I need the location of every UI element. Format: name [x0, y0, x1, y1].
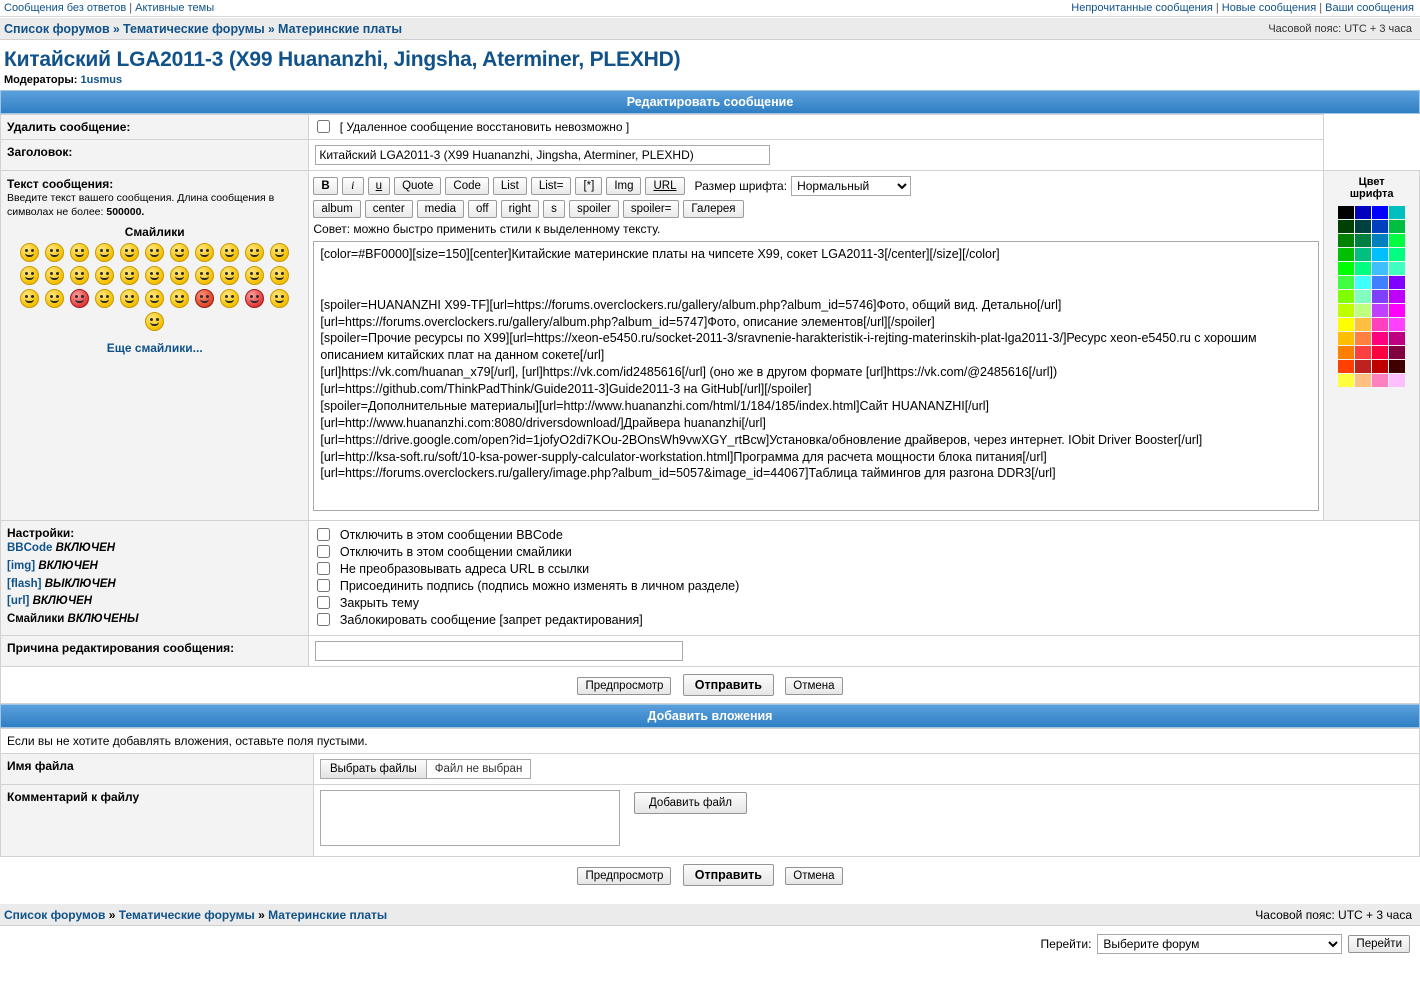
subject-label: Заголовок: — [7, 145, 73, 159]
color-swatch[interactable] — [1372, 206, 1388, 219]
color-swatch[interactable] — [1372, 304, 1388, 317]
file-comment-textarea[interactable] — [320, 790, 620, 846]
message-textarea[interactable] — [313, 241, 1319, 511]
filename-label-cell — [1, 754, 314, 785]
color-swatch[interactable] — [1338, 346, 1354, 359]
filename-value-cell — [314, 754, 1420, 785]
settings-key: [flash] — [7, 577, 42, 590]
breadcrumb-items — [4, 22, 402, 36]
bbcode-italic-button[interactable]: i — [342, 177, 364, 195]
form-actions-bottom — [0, 857, 1420, 893]
option-label: Не преобразовывать адреса URL в ссылки — [339, 562, 590, 576]
smiley-icon-red[interactable] — [245, 289, 264, 308]
message-textarea-wrap — [313, 241, 1319, 514]
bbcode-center-button[interactable]: center — [365, 200, 413, 218]
more-smilies-link-wrap — [7, 341, 302, 355]
attachments-note: Если вы не хотите добавлять вложения, оставьте поля пустыми. — [1, 729, 1420, 754]
smiley-icon[interactable] — [145, 312, 164, 331]
footer-breadcrumb-item-thematic-forums[interactable]: Тематические форумы — [118, 907, 255, 922]
color-swatch[interactable] — [1338, 332, 1354, 345]
delete-post-note: [ Удаленное сообщение восстановить невозможно ] — [339, 120, 630, 134]
color-swatch[interactable] — [1389, 346, 1405, 359]
color-swatch[interactable] — [1372, 290, 1388, 303]
color-swatch[interactable] — [1338, 304, 1354, 317]
color-swatch[interactable] — [1338, 262, 1354, 275]
settings-label: Настройки: — [7, 526, 75, 540]
footer-timezone-label: Часовой пояс: UTC + 3 часа — [1255, 907, 1412, 922]
smiley-icon[interactable] — [195, 266, 214, 285]
disable-magic-url-checkbox[interactable] — [317, 562, 330, 575]
file-status-label: Файл не выбран — [434, 763, 523, 775]
color-swatch[interactable] — [1338, 220, 1354, 233]
color-swatch[interactable] — [1389, 290, 1405, 303]
smiley-icon[interactable] — [220, 289, 239, 308]
nav-unanswered-posts[interactable]: Сообщения без ответов — [4, 2, 127, 14]
forum-title-block — [0, 40, 1420, 90]
submit-button-top[interactable]: Отправить — [683, 674, 774, 696]
jumpbox-select[interactable] — [1097, 934, 1342, 954]
attachments-form — [0, 728, 1420, 857]
bbcode-album-button[interactable]: album — [313, 200, 360, 218]
settings-item-flash — [7, 576, 302, 594]
font-color-label-line2: шрифта — [1349, 188, 1394, 200]
settings-key: [url] — [7, 595, 30, 608]
moderators-line — [4, 74, 1420, 86]
color-swatch[interactable] — [1372, 318, 1388, 331]
top-nav-right — [1071, 2, 1414, 16]
smiley-icon[interactable] — [20, 289, 39, 308]
cancel-button-top[interactable]: Отмена — [785, 677, 842, 695]
color-swatch[interactable] — [1338, 290, 1354, 303]
delete-post-checkbox[interactable] — [317, 120, 330, 133]
color-swatch[interactable] — [1355, 248, 1371, 261]
smiley-icon[interactable] — [270, 266, 289, 285]
option-lock-topic[interactable] — [315, 596, 1413, 610]
option-lock-post[interactable] — [315, 613, 1413, 627]
color-swatch[interactable] — [1338, 206, 1354, 219]
smiley-icon[interactable] — [270, 289, 289, 308]
page-title: Китайский LGA2011-3 (X99 Huananzhi, Jingsha, Aterminer, PLEXHD) — [4, 48, 681, 71]
edit-reason-label-cell — [1, 636, 309, 667]
settings-state: ВКЛЮЧЕН — [55, 542, 116, 554]
color-swatch[interactable] — [1372, 234, 1388, 247]
bbcode-right-button[interactable]: right — [501, 200, 539, 218]
color-swatch[interactable] — [1372, 332, 1388, 345]
bbcode-list-ordered-button[interactable]: List= — [531, 177, 572, 195]
nav-separator-2: | — [1215, 2, 1219, 14]
smiley-icon[interactable] — [45, 266, 64, 285]
smiley-icon[interactable] — [20, 266, 39, 285]
footer-breadcrumb — [0, 903, 1420, 926]
settings-item-url — [7, 593, 302, 611]
message-label: Текст сообщения: — [7, 177, 114, 191]
footer-breadcrumb-item-motherboards[interactable]: Материнские платы — [268, 907, 388, 922]
option-label: Заблокировать сообщение [запрет редактирования] — [339, 613, 643, 627]
message-limit: 500000. — [106, 206, 145, 219]
bbcode-bold-button[interactable]: B — [313, 177, 337, 195]
option-label: Закрыть тему — [339, 596, 419, 610]
settings-label-cell — [1, 521, 309, 636]
smiley-icon[interactable] — [145, 243, 164, 262]
color-swatch[interactable] — [1355, 234, 1371, 247]
color-swatch[interactable] — [1389, 248, 1405, 261]
top-navigation — [0, 0, 1420, 17]
color-swatch[interactable] — [1389, 304, 1405, 317]
color-swatch[interactable] — [1338, 234, 1354, 247]
delete-post-label: Удалить сообщение: — [7, 120, 131, 134]
settings-item-img — [7, 558, 302, 576]
font-color-cell — [1324, 171, 1420, 521]
attach-signature-checkbox[interactable] — [317, 579, 330, 592]
edit-reason-label: Причина редактирования сообщения: — [7, 641, 235, 655]
color-swatch[interactable] — [1355, 262, 1371, 275]
font-size-select[interactable] — [791, 176, 911, 196]
settings-key: BBCode — [7, 542, 53, 554]
bbcode-url-button[interactable]: URL — [645, 177, 684, 195]
attachments-note-row — [1, 729, 1420, 754]
subject-input[interactable] — [315, 145, 770, 165]
subject-row — [1, 140, 1420, 171]
breadcrumb-item-forum-index[interactable]: Список форумов — [4, 21, 110, 36]
editor-tip: Совет: можно быстро применить стили к выделенному тексту. — [313, 222, 661, 236]
settings-list — [7, 540, 302, 629]
bbcode-img-button[interactable]: Img — [606, 177, 641, 195]
color-swatch[interactable] — [1338, 318, 1354, 331]
color-swatch[interactable] — [1372, 262, 1388, 275]
file-comment-label-cell — [1, 785, 314, 857]
subject-label-cell — [1, 140, 309, 171]
breadcrumb-arrow-2: » — [267, 21, 275, 36]
smiley-icon[interactable] — [145, 289, 164, 308]
file-input[interactable] — [320, 759, 531, 779]
smiley-icon[interactable] — [220, 266, 239, 285]
option-disable-bbcode[interactable] — [315, 528, 1413, 542]
option-disable-smilies[interactable] — [315, 545, 1413, 559]
message-row — [1, 171, 1420, 521]
color-swatch[interactable] — [1338, 276, 1354, 289]
bbcode-quote-button[interactable]: Quote — [394, 177, 441, 195]
color-swatch[interactable] — [1389, 374, 1405, 387]
subject-value-cell — [309, 140, 1324, 171]
color-swatch[interactable] — [1372, 374, 1388, 387]
submit-button-bottom[interactable]: Отправить — [683, 864, 774, 886]
nav-new-posts[interactable]: Новые сообщения — [1221, 2, 1317, 14]
smiley-icon[interactable] — [120, 243, 139, 262]
nav-unread-posts[interactable]: Непрочитанные сообщения — [1071, 2, 1213, 14]
nav-separator-3: | — [1319, 2, 1323, 14]
footer-breadcrumb-items — [4, 908, 387, 922]
smiley-icon[interactable] — [45, 243, 64, 262]
color-swatch[interactable] — [1389, 332, 1405, 345]
preview-button-top[interactable]: Предпросмотр — [577, 677, 671, 695]
bbcode-media-button[interactable]: media — [417, 200, 464, 218]
attachments-panel-header: Добавить вложения — [0, 704, 1420, 728]
message-label-cell — [1, 171, 309, 521]
cancel-button-bottom[interactable]: Отмена — [785, 867, 842, 885]
add-file-button[interactable]: Добавить файл — [634, 792, 747, 814]
choose-files-button[interactable]: Выбрать файлы — [321, 760, 427, 778]
more-smilies-link[interactable]: Еще смайлики... — [106, 341, 203, 356]
filename-row — [1, 754, 1420, 785]
font-color-palette[interactable] — [1330, 206, 1413, 387]
delete-post-value-cell — [309, 115, 1324, 140]
color-swatch[interactable] — [1372, 220, 1388, 233]
preview-button-bottom[interactable]: Предпросмотр — [577, 867, 671, 885]
color-swatch[interactable] — [1355, 332, 1371, 345]
color-swatch[interactable] — [1355, 374, 1371, 387]
smiley-icon[interactable] — [95, 289, 114, 308]
settings-item-bbcode — [7, 540, 302, 558]
nav-separator-1: | — [129, 2, 133, 14]
file-comment-label: Комментарий к файлу — [7, 790, 140, 804]
color-swatch[interactable] — [1372, 276, 1388, 289]
lock-post-checkbox[interactable] — [317, 613, 330, 626]
disable-smilies-checkbox[interactable] — [317, 545, 330, 558]
color-swatch[interactable] — [1372, 346, 1388, 359]
color-swatch[interactable] — [1355, 290, 1371, 303]
edit-reason-value-cell — [309, 636, 1420, 667]
smiley-icon[interactable] — [120, 266, 139, 285]
color-swatch[interactable] — [1372, 360, 1388, 373]
jumpbox — [0, 926, 1420, 964]
disable-bbcode-checkbox[interactable] — [317, 528, 330, 541]
smiley-icon[interactable] — [20, 243, 39, 262]
form-actions-top — [0, 667, 1420, 704]
footer-breadcrumb-arrow-1: » — [108, 907, 116, 922]
delete-post-row — [1, 115, 1420, 140]
color-swatch[interactable] — [1389, 234, 1405, 247]
breadcrumb-arrow-1: » — [113, 21, 120, 36]
nav-active-topics[interactable]: Активные темы — [135, 2, 215, 14]
option-disable-magic-url[interactable] — [315, 562, 1413, 576]
font-color-label-line1: Цвет — [1358, 176, 1385, 188]
filename-label: Имя файла — [7, 759, 74, 773]
message-hint — [7, 191, 302, 219]
color-swatch[interactable] — [1355, 220, 1371, 233]
breadcrumb-item-motherboards[interactable]: Материнские платы — [278, 21, 403, 36]
nav-your-posts[interactable]: Ваши сообщения — [1325, 2, 1414, 14]
moderator-link-1usmus[interactable]: 1usmus — [80, 74, 123, 86]
smiley-icon[interactable] — [95, 243, 114, 262]
edit-reason-row — [1, 636, 1420, 667]
smiley-icon[interactable] — [245, 266, 264, 285]
smilies-grid — [7, 243, 302, 331]
bbcode-toolbar-row-1 — [313, 176, 1319, 196]
settings-key: [img] — [7, 559, 36, 572]
moderators-label: Модераторы: — [4, 74, 78, 86]
lock-topic-checkbox[interactable] — [317, 596, 330, 609]
color-swatch[interactable] — [1338, 374, 1354, 387]
edit-post-panel-header: Редактировать сообщение — [0, 90, 1420, 114]
jumpbox-label: Перейти: — [1040, 937, 1092, 951]
breadcrumb-item-thematic-forums[interactable]: Тематические форумы — [123, 21, 265, 36]
smiley-icon[interactable] — [270, 243, 289, 262]
smiley-icon[interactable] — [70, 266, 89, 285]
color-swatch[interactable] — [1389, 276, 1405, 289]
smiley-icon[interactable] — [145, 266, 164, 285]
message-hint-text: Введите текст вашего сообщения. Длина сообщения в символах не более: — [7, 192, 275, 219]
top-nav-left — [4, 2, 214, 16]
delete-post-label-cell — [1, 115, 309, 140]
color-swatch[interactable] — [1355, 360, 1371, 373]
jumpbox-go-button[interactable]: Перейти — [1348, 935, 1410, 953]
footer-breadcrumb-item-forum-index[interactable]: Список форумов — [4, 907, 106, 922]
bbcode-underline-button[interactable]: u — [368, 177, 390, 195]
option-attach-signature[interactable] — [315, 579, 1413, 593]
settings-item-smilies — [7, 611, 302, 629]
smiley-icon[interactable] — [170, 243, 189, 262]
smiley-icon[interactable] — [170, 266, 189, 285]
bbcode-spoiler-button[interactable]: spoiler — [569, 200, 619, 218]
bbcode-list-button[interactable]: List — [493, 177, 527, 195]
color-swatch[interactable] — [1355, 318, 1371, 331]
smiley-icon[interactable] — [195, 243, 214, 262]
breadcrumb — [0, 17, 1420, 40]
smiley-icon[interactable] — [45, 289, 64, 308]
color-swatch[interactable] — [1389, 220, 1405, 233]
smiley-icon[interactable] — [120, 289, 139, 308]
post-options-cell — [309, 521, 1420, 636]
smilies-title: Смайлики — [124, 225, 185, 240]
footer-breadcrumb-arrow-2: » — [258, 907, 265, 922]
smiley-icon[interactable] — [70, 243, 89, 262]
bbcode-toolbar-row-2 — [313, 200, 1319, 218]
bbcode-spoiler-named-button[interactable]: spoiler= — [623, 200, 680, 218]
settings-row — [1, 521, 1420, 636]
settings-state: ВКЛЮЧЕНЫ — [67, 613, 139, 626]
color-swatch[interactable] — [1389, 318, 1405, 331]
file-comment-value-cell — [314, 785, 1420, 857]
color-swatch[interactable] — [1355, 346, 1371, 359]
message-editor-cell — [309, 171, 1324, 521]
color-swatch[interactable] — [1355, 206, 1371, 219]
bbcode-code-button[interactable]: Code — [445, 177, 489, 195]
edit-reason-input[interactable] — [315, 641, 683, 661]
smiley-icon-crab[interactable] — [195, 289, 214, 308]
smiley-icon[interactable] — [220, 243, 239, 262]
font-size-label: Размер шрифта: — [694, 179, 788, 193]
color-swatch[interactable] — [1389, 360, 1405, 373]
smiley-icon[interactable] — [170, 289, 189, 308]
timezone-label: Часовой пояс: UTC + 3 часа — [1268, 22, 1412, 35]
color-swatch[interactable] — [1338, 248, 1354, 261]
bbcode-list-item-button[interactable]: [*] — [575, 177, 602, 195]
color-swatch[interactable] — [1355, 304, 1371, 317]
settings-state: ВЫКЛЮЧЕН — [44, 577, 116, 590]
color-swatch[interactable] — [1389, 206, 1405, 219]
smiley-icon[interactable] — [95, 266, 114, 285]
smiley-icon-red[interactable] — [70, 289, 89, 308]
option-label: Присоединить подпись (подпись можно изменять в личном разделе) — [339, 579, 740, 593]
bbcode-gallery-button[interactable]: Галерея — [683, 200, 743, 218]
color-swatch[interactable] — [1389, 262, 1405, 275]
option-label: Отключить в этом сообщении смайлики — [339, 545, 572, 559]
color-swatch[interactable] — [1355, 276, 1371, 289]
bbcode-strike-button[interactable]: s — [543, 200, 565, 218]
color-swatch[interactable] — [1372, 248, 1388, 261]
settings-state: ВКЛЮЧЕН — [32, 595, 93, 608]
settings-key: Смайлики — [7, 613, 65, 626]
file-comment-row — [1, 785, 1420, 857]
bbcode-off-button[interactable]: off — [468, 200, 497, 218]
settings-state: ВКЛЮЧЕН — [38, 559, 98, 572]
edit-post-form — [0, 114, 1420, 667]
color-swatch[interactable] — [1338, 360, 1354, 373]
option-label: Отключить в этом сообщении BBCode — [339, 528, 563, 542]
smiley-icon[interactable] — [245, 243, 264, 262]
